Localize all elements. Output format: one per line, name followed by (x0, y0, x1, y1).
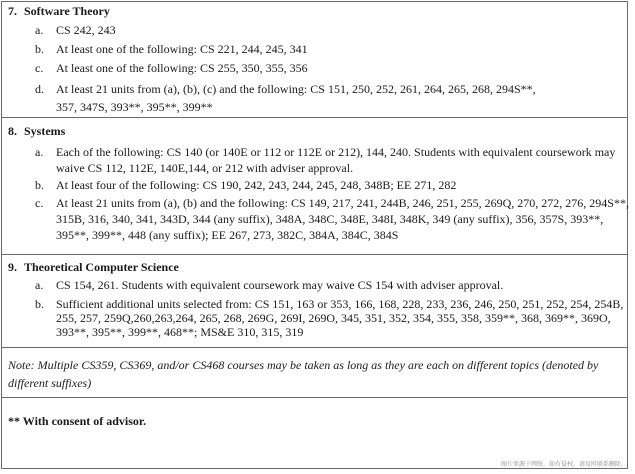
list-item (8, 23, 624, 37)
watermark: 图片来源于网络，如有侵权，请及时联系删除。 (500, 461, 627, 468)
section-number: 7. (8, 4, 17, 18)
section-title-text: Theoretical Computer Science (24, 260, 179, 274)
section-title (8, 4, 624, 18)
section-number: 8. (8, 124, 17, 138)
section-systems (8, 124, 629, 243)
item-text: At least four of the following: CS 190, 242, 243, 244, 245, 248, 348B; EE 271, 282 (56, 178, 457, 192)
list-item (8, 297, 631, 339)
item-text: Sufficient additional units selected from: CS 151, 163 or 353, 166, 168, 228, 233, 236, 246, 250, 251, 252, 254, 254B, 255, 257, 259Q,260,263,264, 265, 268, 269G, 269I, 269O, 345, 351, 352, 354, 355, 358, 359**, 368, 369**, 369O, 393**, 395**, 399**, 468**; MS&E 310, 315, 319 (56, 297, 624, 339)
item-label: d. (35, 82, 44, 96)
section-divider (1, 117, 628, 118)
section-divider (1, 397, 628, 398)
item-label: a. (35, 278, 44, 292)
section-title (8, 260, 624, 274)
item-label: b. (35, 42, 44, 56)
section-divider (1, 254, 628, 255)
section-number: 9. (8, 260, 17, 274)
list-item (8, 61, 624, 75)
list-item (8, 80, 556, 116)
item-text: At least 21 units from (a), (b) and the following: CS 149, 217, 241, 244B, 246, 251, 255, 269Q, 270, 272, 276, 294S**, 315B, 316, 340, 341, 343D, 344 (any suffix), 348A, 348C, 348E, 348I, 348K, 349 (any suffix), 356, 357S, 393**, 395**, 399**, 448 (any suffix); EE 267, 273, 382C, 384A, 384C, 384S (56, 196, 629, 242)
item-label: c. (35, 196, 44, 210)
list-item (8, 178, 624, 192)
section-title (8, 124, 624, 138)
section-title-text: Software Theory (24, 4, 110, 18)
item-label: b. (35, 178, 44, 192)
section-software-theory (8, 4, 624, 116)
item-label: b. (35, 297, 44, 311)
list-item (8, 195, 631, 243)
section-theoretical-cs (8, 260, 624, 339)
footnote: Note: Multiple CS359, CS369, and/or CS468 courses may be taken as long as they are each on different topics (denoted by different suffixes) (8, 358, 599, 390)
item-text: CS 154, 261. Students with equivalent coursework may waive CS 154 with adviser approval. (56, 278, 504, 292)
section-divider (1, 347, 628, 348)
item-text: Each of the following: CS 140 (or 140E or 112 or 112E or 212), 144, 240. Students with equivalent coursework may waive CS 112, 112E, 140E,144, or 212 with adviser approval. (56, 145, 616, 175)
section-title-text: Systems (24, 124, 66, 138)
list-item (8, 278, 624, 292)
item-label: a. (35, 23, 44, 37)
item-label: a. (35, 145, 44, 159)
list-item (8, 42, 624, 56)
item-text: At least 21 units from (a), (b), (c) and the following: CS 151, 250, 252, 261, 264, 265, 268, 294S**, 357, 347S, 393**, 395**, 399** (56, 82, 536, 114)
item-text: At least one of the following: CS 221, 244, 245, 341 (56, 42, 308, 56)
item-text: CS 242, 243 (56, 23, 116, 37)
consent-note: ** With consent of advisor. (8, 414, 147, 428)
item-label: c. (35, 61, 44, 75)
item-text: At least one of the following: CS 255, 350, 355, 356 (56, 61, 308, 75)
list-item (8, 144, 616, 176)
